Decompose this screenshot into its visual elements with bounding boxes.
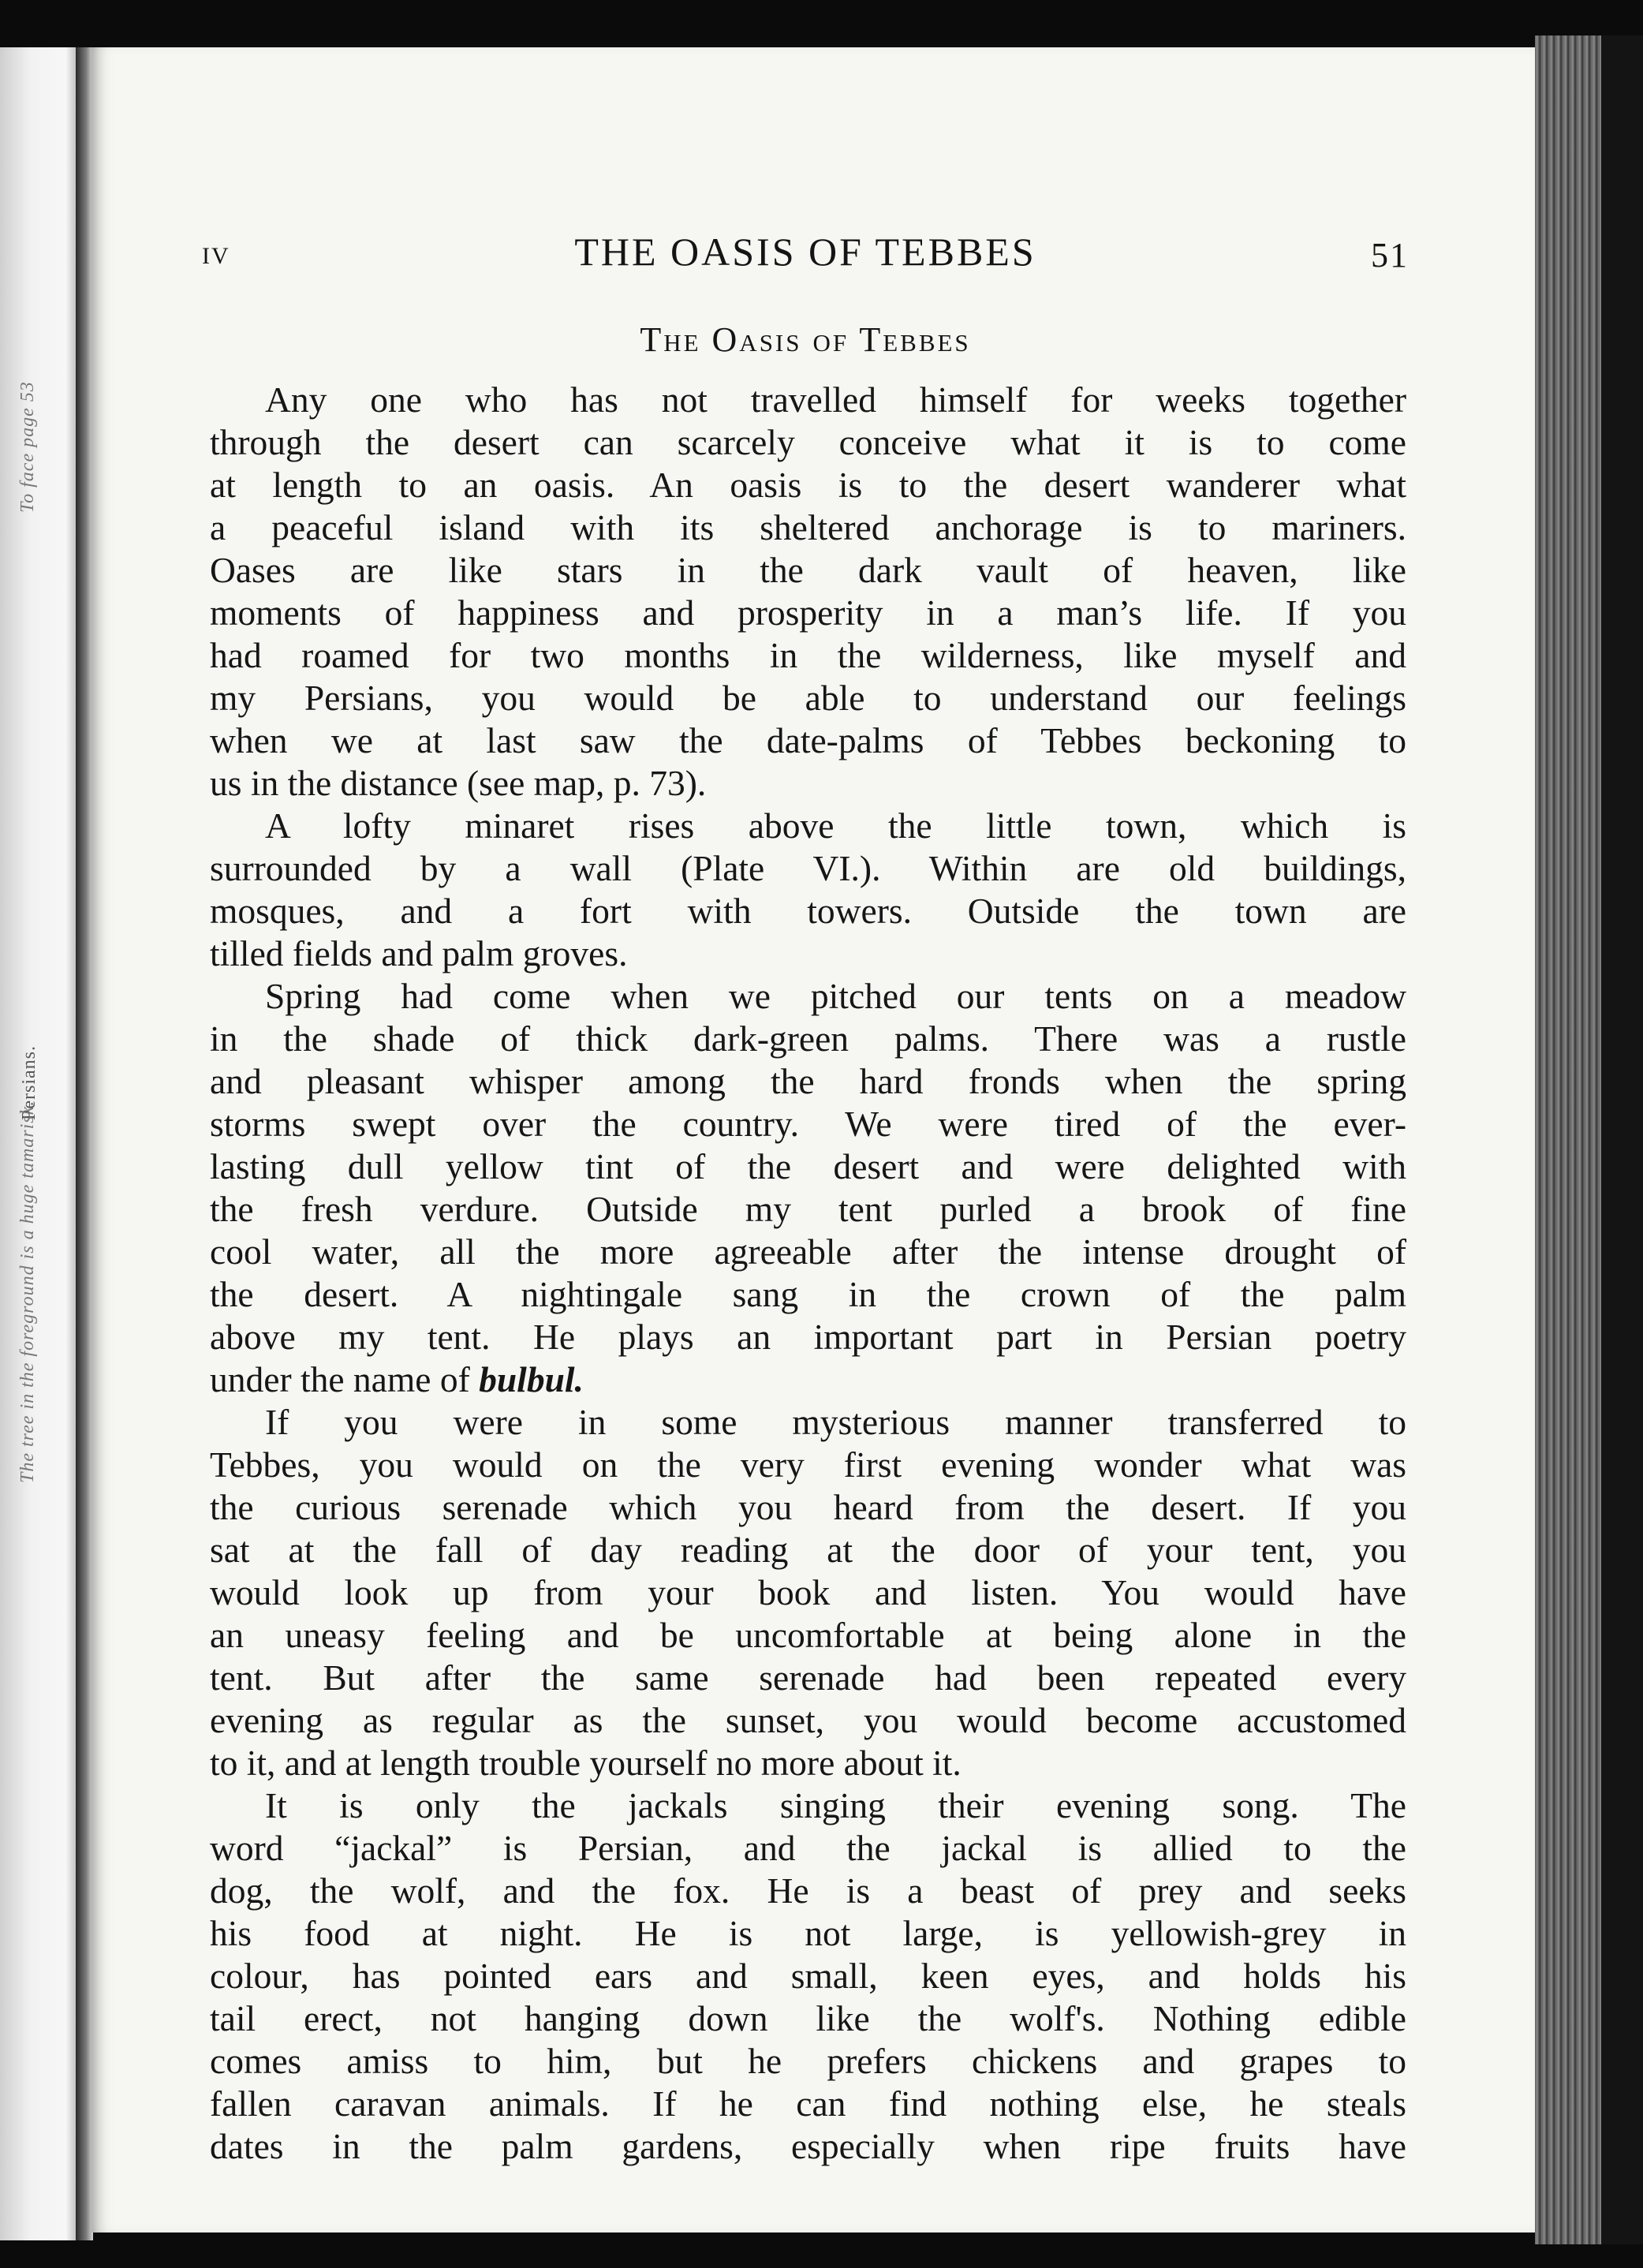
facing-caption-side: Persians. [19,1045,39,1120]
book-page [91,47,1535,2233]
text-line: Oases are like stars in the dark vault of heaven, like [210,550,1406,590]
text-line: dog, the wolf, and the fox. He is a beast of prey and seeks [210,1870,1406,1911]
scan-border [1601,35,1643,2244]
text-line: colour, has pointed ears and small, keen eyes, and holds his [210,1956,1406,1996]
text-line: an uneasy feeling and be uncomfortable at being alone in the [210,1615,1406,1655]
paragraph [210,1401,1406,1784]
text-line: Tebbes, you would on the very first evening wonder what was [210,1444,1406,1485]
text-line: moments of happiness and prosperity in a man’s life. If you [210,592,1406,633]
text-line: tent. But after the same serenade had been repeated every [210,1657,1406,1698]
text-line: storms swept over the country. We were tired of the ever- [210,1104,1406,1144]
text-line: word “jackal” is Persian, and the jackal is allied to the [210,1828,1406,1868]
text-line: at length to an oasis. An oasis is to the desert wanderer what [210,465,1406,505]
text-line: Spring had come when we pitched our tents on a meadow [265,976,1406,1016]
text-line: through the desert can scarcely conceive what it is to come [210,422,1406,462]
facing-caption-bottom: The tree in the foreground is a huge tamarisk. [17,1100,38,1483]
text-line: the curious serenade which you heard from the desert. If you [210,1487,1406,1527]
text-line: evening as regular as the sunset, you would become accustomed [210,1700,1406,1740]
text-line: dates in the palm gardens, especially when ripe fruits have [210,2126,1406,2166]
facing-page-edge [0,47,77,2240]
text-line: had roamed for two months in the wilderness, like myself and [210,635,1406,675]
page-number: 51 [1371,236,1409,275]
text-line: the fresh verdure. Outside my tent purled a brook of fine [210,1189,1406,1229]
text-line: Any one who has not travelled himself for weeks together [265,379,1406,420]
text-line: my Persians, you would be able to understand our feelings [210,678,1406,718]
chapter-number: IV [202,243,230,269]
text-line: would look up from your book and listen. You would have [210,1572,1406,1612]
book-gutter [76,47,93,2240]
text-line: above my tent. He plays an important part in Persian poetry [210,1317,1406,1357]
text-line-start: under the name of [210,1359,470,1399]
text-line: tail erect, not hanging down like the wolf's. Nothing edible [210,1998,1406,2038]
text-line: If you were in some mysterious manner transferred to [265,1402,1406,1442]
section-title: The Oasis of Tebbes [640,320,971,359]
text-line: the desert. A nightingale sang in the crown of the palm [210,1274,1406,1314]
body-text [210,379,1406,2168]
italic-word: bulbul. [479,1359,584,1399]
text-line: and pleasant whisper among the hard fronds when the spring [210,1061,1406,1101]
text-line: when we at last saw the date-palms of Tebbes beckoning to [210,720,1406,760]
text-line: a peaceful island with its sheltered anchorage is to mariners. [210,507,1406,547]
text-line: lasting dull yellow tint of the desert and were delighted with [210,1146,1406,1186]
paragraph [210,805,1406,975]
text-line: us in the distance (see map, p. 73). [210,763,707,803]
text-line: in the shade of thick dark-green palms. There was a rustle [210,1018,1406,1059]
paragraph [210,379,1406,805]
text-line: surrounded by a wall (Plate VI.). Within are old buildings, [210,848,1406,888]
facing-page-caption [17,252,49,2146]
facing-caption-top: To face page 53 [17,381,38,513]
text-line: his food at night. He is not large, is yellowish-grey in [210,1913,1406,1953]
text-line: cool water, all the more agreeable after the intense drought of [210,1231,1406,1272]
text-line: mosques, and a fort with towers. Outside the town are [210,891,1406,931]
text-line: comes amiss to him, but he prefers chickens and grapes to [210,2041,1406,2081]
paragraph [210,975,1406,1401]
text-line: It is only the jackals singing their evening song. The [265,1785,1406,1825]
text-line: fallen caravan animals. If he can find nothing else, he steals [210,2083,1406,2124]
text-line [210,1358,1406,1401]
text-line: sat at the fall of day reading at the door of your tent, you [210,1530,1406,1570]
paragraph [210,1784,1406,2168]
text-line: tilled fields and palm groves. [210,933,628,973]
text-line: A lofty minaret rises above the little town, which is [265,805,1406,846]
text-line: to it, and at length trouble yourself no more about it. [210,1743,962,1783]
running-head-title: THE OASIS OF TEBBES [574,230,1036,274]
running-head [202,229,1409,284]
